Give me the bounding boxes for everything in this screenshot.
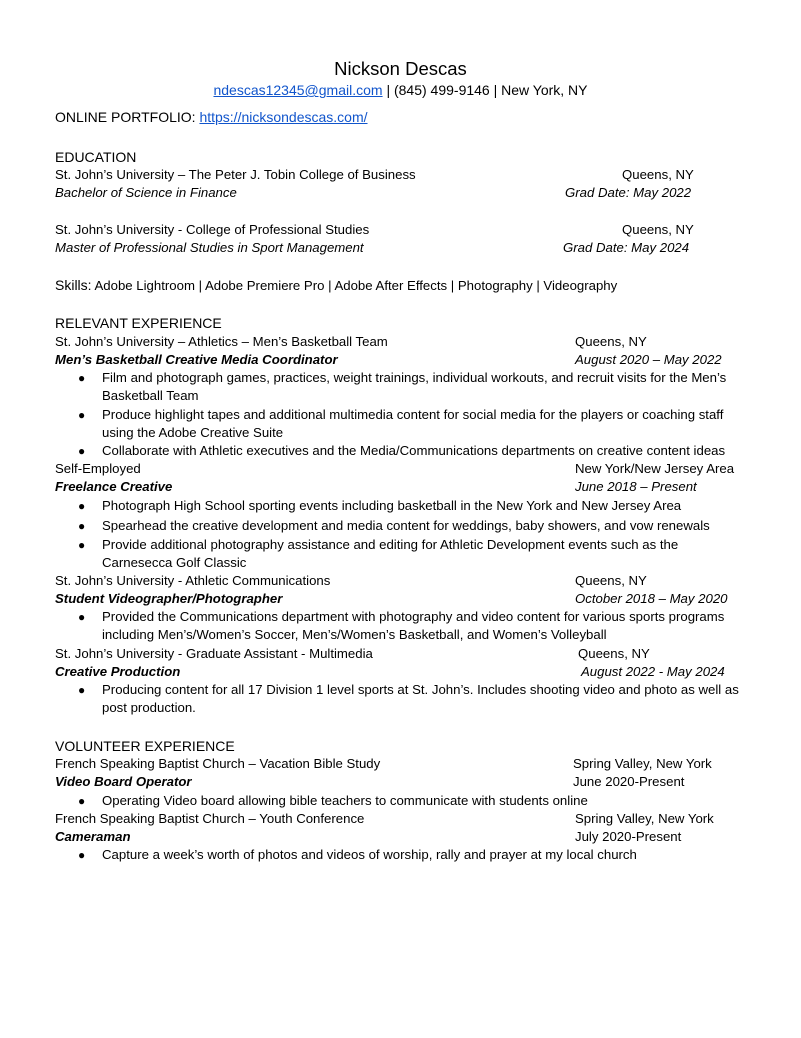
job-title: Men’s Basketball Creative Media Coordinator [55, 352, 338, 367]
bullet-icon: ● [78, 538, 86, 552]
skills-label: Skills: [55, 277, 92, 293]
bullet-icon: ● [78, 371, 86, 385]
vol-title: Video Board Operator [55, 774, 192, 789]
job-location: Queens, NY [575, 573, 647, 588]
job-org: St. John’s University – Athletics – Men’s Basketball Team [55, 334, 388, 349]
candidate-name: Nickson Descas [334, 58, 467, 79]
edu-date: Grad Date: May 2024 [563, 240, 690, 255]
education-heading: EDUCATION [55, 149, 137, 165]
job-title: Freelance Creative [55, 479, 173, 494]
phone-location: | (845) 499-9146 | New York, NY [382, 82, 588, 98]
job-org: St. John’s University - Athletic Communications [55, 573, 331, 588]
bullet-icon: ● [78, 848, 86, 862]
edu-org: St. John’s University - College of Professional Studies [55, 222, 370, 237]
bullet-text: Capture a week’s worth of photos and videos of worship, rally and prayer at my local church [102, 847, 637, 862]
job-org: Self-Employed [55, 461, 141, 476]
bullet-icon: ● [78, 794, 86, 808]
bullet-text: Operating Video board allowing bible teachers to communicate with students online [102, 793, 588, 808]
vol-date: June 2020-Present [573, 774, 685, 789]
vol-date: July 2020-Present [575, 829, 682, 844]
bullet-icon: ● [78, 444, 86, 458]
portfolio-label: ONLINE PORTFOLIO: [55, 109, 200, 125]
job-date: June 2018 – Present [575, 479, 697, 494]
vol-location: Spring Valley, New York [575, 811, 714, 826]
skills-list: Adobe Lightroom | Adobe Premiere Pro | Adobe After Effects | Photography | Videography [91, 278, 618, 293]
vol-location: Spring Valley, New York [573, 756, 712, 771]
skills-line [55, 276, 617, 295]
email-link[interactable]: ndescas12345@gmail.com [213, 82, 383, 98]
contact-line [0, 81, 801, 99]
bullet-icon: ● [78, 683, 86, 697]
job-location: Queens, NY [578, 646, 650, 661]
bullet-icon: ● [78, 610, 86, 624]
bullet-text: Collaborate with Athletic executives and the Media/Communications departments on creative content ideas [102, 443, 726, 458]
job-date: August 2020 – May 2022 [575, 352, 722, 367]
bullet-icon: ● [78, 499, 86, 513]
job-location: New York/New Jersey Area [575, 461, 735, 476]
edu-location: Queens, NY [622, 167, 694, 182]
edu-degree: Master of Professional Studies in Sport Management [55, 240, 364, 255]
bullet-text: Spearhead the creative development and media content for weddings, baby showers, and vow renewals [102, 518, 710, 533]
portfolio-line [55, 108, 368, 126]
bullet-text: Produce highlight tapes and additional multimedia content for social media for the players or coaching staff using the Adobe Creative Suite [102, 407, 724, 440]
vol-org: French Speaking Baptist Church – Youth Conference [55, 811, 365, 826]
edu-date: Grad Date: May 2022 [565, 185, 692, 200]
edu-degree: Bachelor of Science in Finance [55, 185, 237, 200]
vol-org: French Speaking Baptist Church – Vacation Bible Study [55, 756, 381, 771]
edu-location: Queens, NY [622, 222, 694, 237]
bullet-text: Film and photograph games, practices, weight trainings, individual workouts, and recruit visits for the Men’s Basketball Team [102, 370, 727, 403]
bullet-icon: ● [78, 408, 86, 422]
bullet-text: Provided the Communications department with photography and video content for various sports programs including Men’s/Women’s Soccer, Men’s/Women’s Basketball, and Women’s Volleyball [102, 609, 725, 642]
bullet-text: Provide additional photography assistance and editing for Athletic Development events such as the Carnesecca Golf Classic [102, 537, 679, 570]
job-location: Queens, NY [575, 334, 647, 349]
bullet-text: Photograph High School sporting events including basketball in the New York and New Jersey Area [102, 498, 682, 513]
bullet-text: Producing content for all 17 Division 1 level sports at St. John’s. Includes shooting video and photo as well as post production. [102, 682, 739, 715]
job-title: Creative Production [55, 664, 181, 679]
job-date: August 2022 - May 2024 [581, 664, 725, 679]
bullet-icon: ● [78, 519, 86, 533]
volunteer-heading: VOLUNTEER EXPERIENCE [55, 738, 235, 754]
job-date: October 2018 – May 2020 [575, 591, 728, 606]
vol-title: Cameraman [55, 829, 131, 844]
relevant-heading: RELEVANT EXPERIENCE [55, 315, 222, 331]
job-org: St. John’s University - Graduate Assistant - Multimedia [55, 646, 373, 661]
portfolio-link[interactable]: https://nicksondescas.com/ [199, 109, 368, 125]
edu-org: St. John’s University – The Peter J. Tobin College of Business [55, 167, 416, 182]
job-title: Student Videographer/Photographer [55, 591, 283, 606]
